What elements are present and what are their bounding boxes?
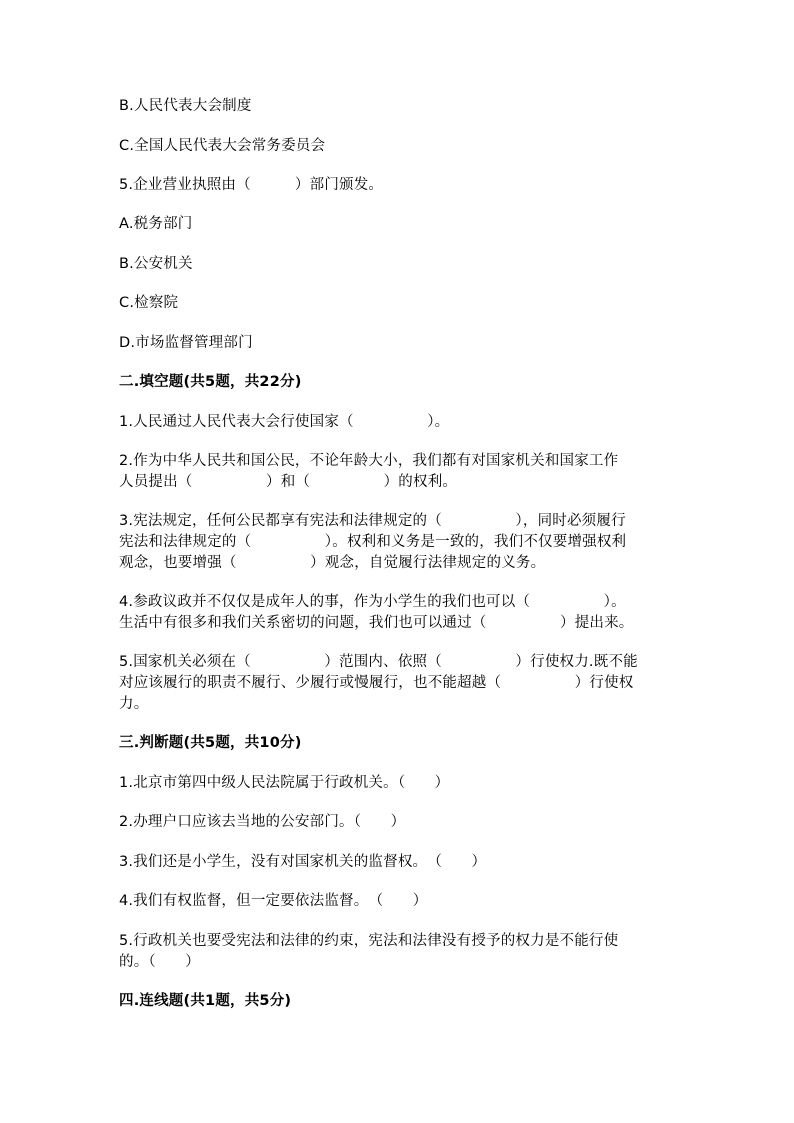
judge-question-5-line-2: 的。（ ）	[119, 954, 200, 970]
fill-question-3-line-3: 观念，也要增强（ ）观念，自觉履行法律规定的义务。	[119, 555, 546, 571]
section-2-heading: 二.填空题(共5题，共22分)	[119, 374, 302, 390]
option-b-npc-system: B.人民代表大会制度	[119, 98, 252, 114]
judge-question-5-line-1: 5.行政机关也要受宪法和法律的约束，宪法和法律没有授予的权力是不能行使	[119, 933, 619, 949]
fill-question-1: 1.人民通过人民代表大会行使国家（ ）。	[119, 414, 450, 430]
question-5-business-license: 5.企业营业执照由（ ）部门颁发。	[119, 177, 384, 193]
option-c-procuratorate: C.检察院	[119, 295, 179, 311]
judge-question-1: 1.北京市第四中级人民法院属于行政机关。（ ）	[119, 775, 450, 791]
option-d-market-supervision: D.市场监督管理部门	[119, 335, 253, 351]
judge-question-4: 4.我们有权监督，但一定要依法监督。 （ ）	[119, 893, 428, 909]
judge-question-3: 3.我们还是小学生，没有对国家机关的监督权。 （ ）	[119, 854, 487, 870]
fill-question-4-line-1: 4.参政议政并不仅仅是成年人的事，作为小学生的我们也可以（ ）。	[119, 594, 626, 610]
option-c-npc-standing-committee: C.全国人民代表大会常务委员会	[119, 138, 326, 154]
section-3-heading: 三.判断题(共5题，共10分)	[119, 735, 302, 751]
section-4-heading: 四.连线题(共1题，共5分)	[119, 993, 292, 1009]
fill-question-2-line-1: 2.作为中华人民共和国公民，不论年龄大小，我们都有对国家机关和国家工作	[119, 453, 619, 469]
fill-question-3-line-2: 宪法和法律规定的（ ）。权利和义务是一致的，我们不仅要增强权利	[119, 534, 627, 550]
fill-question-5-line-2: 对应该履行的职责不履行、少履行或慢履行，也不能超越（ ）行使权	[119, 675, 634, 691]
fill-question-5-line-1: 5.国家机关必须在（ ）范围内、依照（ ）行使权力.既不能	[119, 654, 638, 670]
fill-question-2-line-2: 人员提出（ ）和（ ）的权利。	[119, 474, 458, 490]
option-a-tax-department: A.税务部门	[119, 216, 193, 232]
fill-question-5-line-3: 力。	[119, 696, 149, 712]
fill-question-4-line-2: 生活中有很多和我们关系密切的问题，我们也可以通过（ ）提出来。	[119, 615, 634, 631]
option-b-public-security: B.公安机关	[119, 256, 193, 272]
judge-question-2: 2.办理户口应该去当地的公安部门。（ ）	[119, 814, 406, 830]
fill-question-3-line-1: 3.宪法规定，任何公民都享有宪法和法律规定的（ ），同时必须履行	[119, 513, 626, 529]
